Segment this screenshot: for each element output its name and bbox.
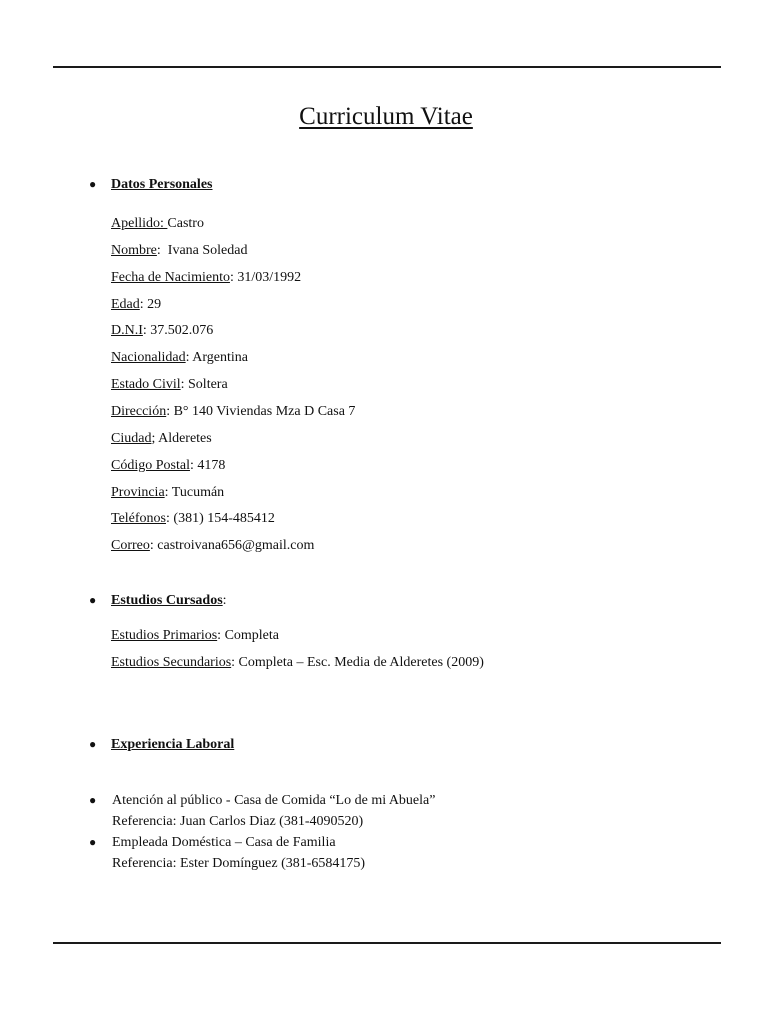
- field-separator: :: [231, 655, 239, 670]
- experience-title: Atención al público - Casa de Comida “Lo de mi Abuela”: [112, 793, 436, 808]
- field-label: Fecha de Nacimiento: [111, 270, 230, 285]
- document-title: Curriculum Vitae: [299, 103, 473, 130]
- field-separator: :: [139, 297, 148, 312]
- field-nacionalidad: [111, 350, 248, 366]
- field-label: Apellido:: [111, 216, 168, 231]
- field-codigo-postal: [111, 458, 225, 474]
- section-heading-label: Datos Personales: [111, 177, 213, 192]
- field-value: Completa: [224, 628, 279, 643]
- section-heading-label: Experiencia Laboral: [111, 737, 235, 752]
- section-heading-datos-personales: [89, 177, 213, 193]
- field-value: (381) 154-485412: [173, 511, 275, 526]
- field-provincia: [111, 485, 224, 501]
- field-estudios-primarios: [111, 628, 279, 644]
- field-label: D.N.I: [111, 323, 143, 338]
- field-direccion: [111, 404, 355, 420]
- field-value: 37.502.076: [150, 323, 214, 338]
- bullet-icon: ●: [89, 737, 97, 751]
- field-label: Teléfonos: [111, 511, 167, 526]
- field-separator: :: [166, 404, 174, 419]
- field-correo: [111, 538, 314, 554]
- field-separator: :: [229, 270, 238, 285]
- field-label: Correo: [111, 538, 150, 553]
- field-nombre: [111, 243, 247, 259]
- field-label: Nombre: [111, 243, 157, 258]
- experience-title: Empleada Doméstica – Casa de Familia: [112, 835, 336, 850]
- field-value: B° 140 Viviendas Mza D Casa 7: [173, 404, 356, 419]
- field-value: Alderetes: [158, 431, 212, 446]
- field-value: Soltera: [188, 377, 228, 392]
- field-separator: :: [166, 511, 174, 526]
- field-label: Código Postal: [111, 458, 190, 473]
- field-value: castroivana656@gmail.com: [157, 538, 315, 553]
- field-label: Edad: [111, 297, 140, 312]
- bottom-rule: [53, 942, 721, 944]
- field-label: Estado Civil: [111, 377, 181, 392]
- field-value: 29: [147, 297, 162, 312]
- experience-item: [89, 832, 365, 874]
- bullet-icon: ●: [89, 593, 97, 607]
- field-value: Argentina: [192, 350, 248, 365]
- section-heading-experiencia-laboral: [89, 737, 234, 753]
- field-apellido: [111, 216, 204, 232]
- section-heading-estudios-cursados: [89, 593, 227, 609]
- field-estudios-secundarios: [111, 655, 484, 671]
- field-value: Completa – Esc. Media de Alderetes (2009): [238, 655, 484, 670]
- field-estado-civil: [111, 377, 228, 393]
- field-dni: [111, 323, 213, 339]
- field-label: Nacionalidad: [111, 350, 186, 365]
- experience-reference: Referencia: Juan Carlos Diaz (381-4090520): [112, 814, 364, 829]
- field-label: Dirección: [111, 404, 167, 419]
- top-rule: [53, 66, 721, 68]
- field-fecha-nacimiento: [111, 270, 301, 286]
- field-separator: :: [189, 458, 198, 473]
- field-edad: [111, 297, 161, 313]
- field-separator: :: [142, 323, 151, 338]
- field-separator: ;: [151, 431, 159, 446]
- field-separator: :: [156, 243, 168, 258]
- field-label: Estudios Primarios: [111, 628, 218, 643]
- field-label: Provincia: [111, 485, 165, 500]
- field-label: Ciudad: [111, 431, 152, 446]
- section-heading-suffix: :: [222, 593, 227, 608]
- field-telefonos: [111, 511, 275, 527]
- field-value: Tucumán: [171, 485, 225, 500]
- experience-item: [89, 790, 435, 832]
- field-ciudad: [111, 431, 212, 447]
- field-value: Ivana Soledad: [167, 243, 248, 258]
- bullet-icon: ●: [89, 835, 97, 849]
- field-value: 31/03/1992: [237, 270, 302, 285]
- field-separator: :: [185, 350, 193, 365]
- field-separator: :: [180, 377, 189, 392]
- field-value: Castro: [167, 216, 204, 231]
- field-label: Estudios Secundarios: [111, 655, 232, 670]
- bullet-icon: ●: [89, 177, 97, 191]
- section-heading-label: Estudios Cursados: [111, 593, 223, 608]
- field-separator: :: [217, 628, 225, 643]
- field-separator: :: [149, 538, 158, 553]
- field-separator: :: [164, 485, 172, 500]
- bullet-icon: ●: [89, 793, 97, 807]
- experience-reference: Referencia: Ester Domínguez (381-6584175): [112, 856, 366, 871]
- field-value: 4178: [197, 458, 226, 473]
